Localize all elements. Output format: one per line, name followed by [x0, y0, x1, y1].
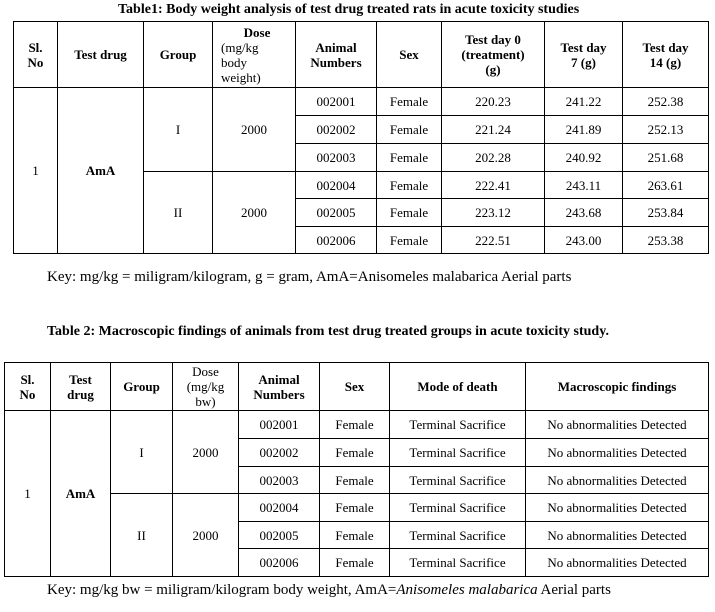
- table2: [4, 362, 709, 577]
- sex-cell: Female: [320, 411, 390, 439]
- sex-cell: Female: [377, 172, 442, 199]
- findings-cell: No abnormalities Detected: [526, 494, 709, 522]
- header-day14: Test day 14 (g): [623, 22, 709, 88]
- animal-number-cell: 002003: [239, 467, 320, 494]
- group-cell: II: [144, 172, 213, 254]
- test-drug-cell: AmA: [51, 411, 111, 577]
- day0-cell: 202.28: [442, 144, 545, 172]
- day0-cell: 221.24: [442, 116, 545, 144]
- table2-header-row: [5, 363, 709, 411]
- animal-number-cell: 002006: [296, 227, 377, 254]
- day0-cell: 220.23: [442, 88, 545, 116]
- day7-cell: 243.11: [545, 172, 623, 199]
- animal-number-cell: 002005: [239, 522, 320, 549]
- day7-cell: 243.68: [545, 199, 623, 227]
- group-cell: I: [144, 88, 213, 172]
- group-cell: II: [111, 494, 173, 577]
- mode-of-death-cell: Terminal Sacrifice: [390, 549, 526, 577]
- table2-key-species: Anisomeles malabarica: [396, 582, 538, 598]
- mode-of-death-cell: Terminal Sacrifice: [390, 467, 526, 494]
- header-dose: Dose (mg/kg bw): [173, 363, 239, 411]
- header-animal-numbers: Animal Numbers: [296, 22, 377, 88]
- dose-cell: 2000: [173, 411, 239, 494]
- sex-cell: Female: [377, 88, 442, 116]
- table-row: [14, 88, 709, 116]
- header-sex: Sex: [320, 363, 390, 411]
- day14-cell: 251.68: [623, 144, 709, 172]
- sex-cell: Female: [377, 144, 442, 172]
- test-drug-cell: AmA: [58, 88, 144, 254]
- findings-cell: No abnormalities Detected: [526, 411, 709, 439]
- header-day7: Test day 7 (g): [545, 22, 623, 88]
- sex-cell: Female: [320, 467, 390, 494]
- animal-number-cell: 002004: [296, 172, 377, 199]
- header-animal-numbers: Animal Numbers: [239, 363, 320, 411]
- table1-key: Key: mg/kg = miligram/kilogram, g = gram, AmA=Anisomeles malabarica Aerial parts: [47, 269, 572, 285]
- animal-number-cell: 002006: [239, 549, 320, 577]
- table2-key: [47, 582, 611, 599]
- dose-cell: 2000: [213, 88, 296, 172]
- group-cell: I: [111, 411, 173, 494]
- table2-key-suffix: Aerial parts: [537, 582, 611, 598]
- table-row: [5, 494, 709, 522]
- table1: [13, 21, 709, 254]
- table-row: [5, 411, 709, 439]
- sex-cell: Female: [320, 439, 390, 467]
- day0-cell: 222.51: [442, 227, 545, 254]
- day7-cell: 240.92: [545, 144, 623, 172]
- findings-cell: No abnormalities Detected: [526, 467, 709, 494]
- header-sl-no: Sl. No: [14, 22, 58, 88]
- day0-cell: 223.12: [442, 199, 545, 227]
- header-day0: Test day 0 (treatment) (g): [442, 22, 545, 88]
- header-dose-title: Dose: [243, 24, 271, 40]
- header-sex: Sex: [377, 22, 442, 88]
- day14-cell: 252.38: [623, 88, 709, 116]
- animal-number-cell: 002001: [239, 411, 320, 439]
- day7-cell: 241.22: [545, 88, 623, 116]
- animal-number-cell: 002004: [239, 494, 320, 522]
- mode-of-death-cell: Terminal Sacrifice: [390, 522, 526, 549]
- day0-cell: 222.41: [442, 172, 545, 199]
- sl-no-cell: 1: [14, 88, 58, 254]
- sex-cell: Female: [320, 522, 390, 549]
- day14-cell: 252.13: [623, 116, 709, 144]
- header-test-drug: Test drug: [51, 363, 111, 411]
- header-macroscopic-findings: Macroscopic findings: [526, 363, 709, 411]
- day7-cell: 241.89: [545, 116, 623, 144]
- dose-cell: 2000: [213, 172, 296, 254]
- mode-of-death-cell: Terminal Sacrifice: [390, 494, 526, 522]
- sex-cell: Female: [320, 494, 390, 522]
- animal-number-cell: 002002: [239, 439, 320, 467]
- header-group: Group: [111, 363, 173, 411]
- sex-cell: Female: [377, 199, 442, 227]
- header-mode-of-death: Mode of death: [390, 363, 526, 411]
- sex-cell: Female: [377, 227, 442, 254]
- table2-caption: Table 2: Macroscopic findings of animals from test drug treated groups in acute toxicity study.: [47, 324, 609, 339]
- animal-number-cell: 002003: [296, 144, 377, 172]
- animal-number-cell: 002001: [296, 88, 377, 116]
- sex-cell: Female: [320, 549, 390, 577]
- findings-cell: No abnormalities Detected: [526, 522, 709, 549]
- dose-cell: 2000: [173, 494, 239, 577]
- table1-caption: Table1: Body weight analysis of test drug treated rats in acute toxicity studies: [118, 2, 580, 17]
- sl-no-cell: 1: [5, 411, 51, 577]
- findings-cell: No abnormalities Detected: [526, 549, 709, 577]
- header-dose: [213, 22, 296, 88]
- day14-cell: 253.84: [623, 199, 709, 227]
- day7-cell: 243.00: [545, 227, 623, 254]
- header-group: Group: [144, 22, 213, 88]
- table2-key-prefix: Key: mg/kg bw = miligram/kilogram body weight, AmA=: [47, 582, 397, 598]
- mode-of-death-cell: Terminal Sacrifice: [390, 439, 526, 467]
- sex-cell: Female: [377, 116, 442, 144]
- header-test-drug: Test drug: [58, 22, 144, 88]
- header-dose-unit: (mg/kg body weight): [221, 39, 261, 85]
- day14-cell: 253.38: [623, 227, 709, 254]
- mode-of-death-cell: Terminal Sacrifice: [390, 411, 526, 439]
- animal-number-cell: 002005: [296, 199, 377, 227]
- table1-header-row: [14, 22, 709, 88]
- header-sl-no: Sl. No: [5, 363, 51, 411]
- day14-cell: 263.61: [623, 172, 709, 199]
- findings-cell: No abnormalities Detected: [526, 439, 709, 467]
- animal-number-cell: 002002: [296, 116, 377, 144]
